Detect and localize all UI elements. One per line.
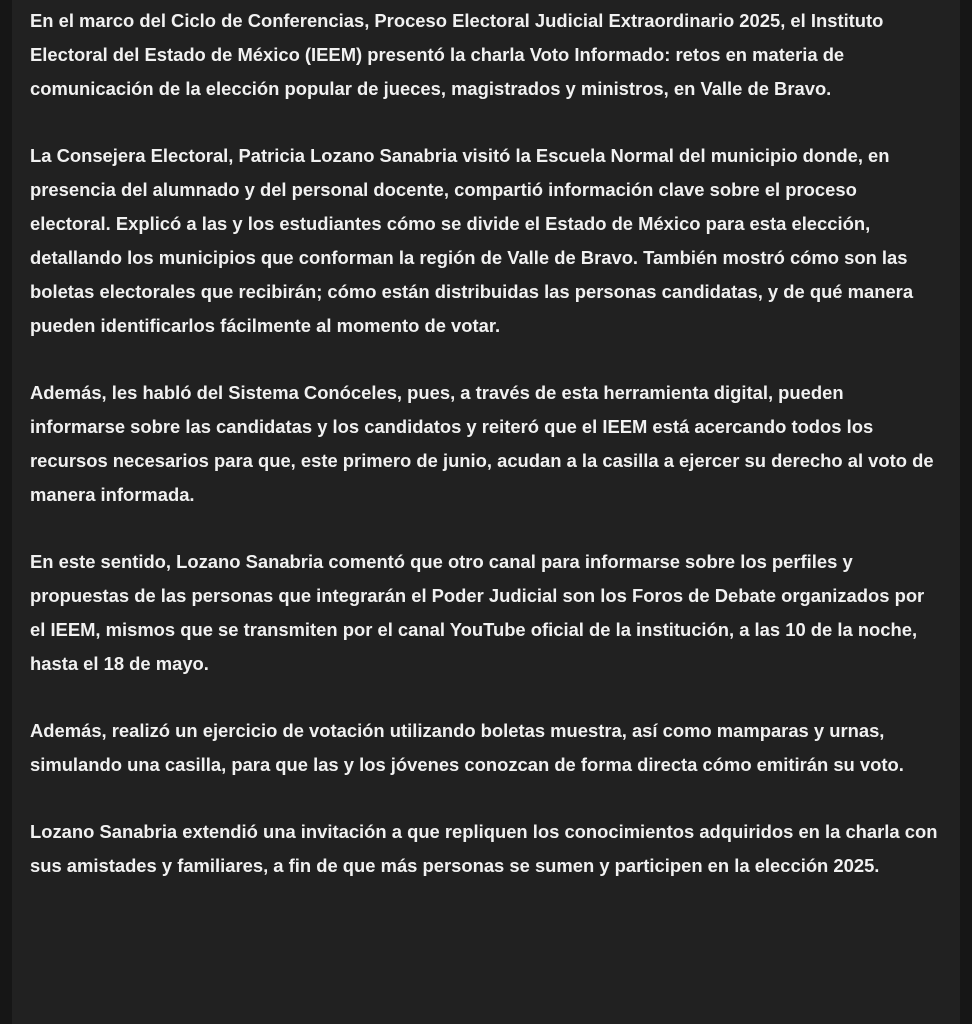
- article-paragraph-6: Lozano Sanabria extendió una invitación a que repliquen los conocimientos adquiridos en la charla con sus amistades y familiares, a fin de que más personas se sumen y participen en la elección 2025.: [30, 821, 938, 876]
- article-paragraph-3: Además, les habló del Sistema Conóceles, pues, a través de esta herramienta digital, pueden informarse sobre las candidatas y los candidatos y reiteró que el IEEM está acercando todos los recursos necesarios para que, este primero de junio, acudan a la casilla a ejercer su derecho al voto de manera informada.: [30, 382, 934, 505]
- article-paragraph-2: La Consejera Electoral, Patricia Lozano Sanabria visitó la Escuela Normal del municipio donde, en presencia del alumnado y del personal docente, compartió información clave sobre el proceso electoral. Explicó a las y los estudiantes cómo se divide el Estado de México para esta elección, detallando los municipios que conforman la región de Valle de Bravo. También mostró cómo son las boletas electorales que recibirán; cómo están distribuidas las personas candidatas, y de qué manera pueden identificarlos fácilmente al momento de votar.: [30, 145, 914, 336]
- article-paragraph-1: En el marco del Ciclo de Conferencias, Proceso Electoral Judicial Extraordinario 2025, el Instituto Electoral del Estado de México (IEEM) presentó la charla Voto Informado: retos en materia de comunicación de la elección popular de jueces, magistrados y ministros, en Valle de Bravo.: [30, 10, 884, 99]
- article-paragraph-4: En este sentido, Lozano Sanabria comentó que otro canal para informarse sobre los perfiles y propuestas de las personas que integrarán el Poder Judicial son los Foros de Debate organizados por el IEEM, mismos que se transmiten por el canal YouTube oficial de la institución, a las 10 de la noche, hasta el 18 de mayo.: [30, 551, 925, 674]
- article-body: [12, 0, 960, 1024]
- article-paragraph-5: Además, realizó un ejercicio de votación utilizando boletas muestra, así como mamparas y urnas, simulando una casilla, para que las y los jóvenes conozcan de forma directa cómo emitirán su voto.: [30, 720, 904, 775]
